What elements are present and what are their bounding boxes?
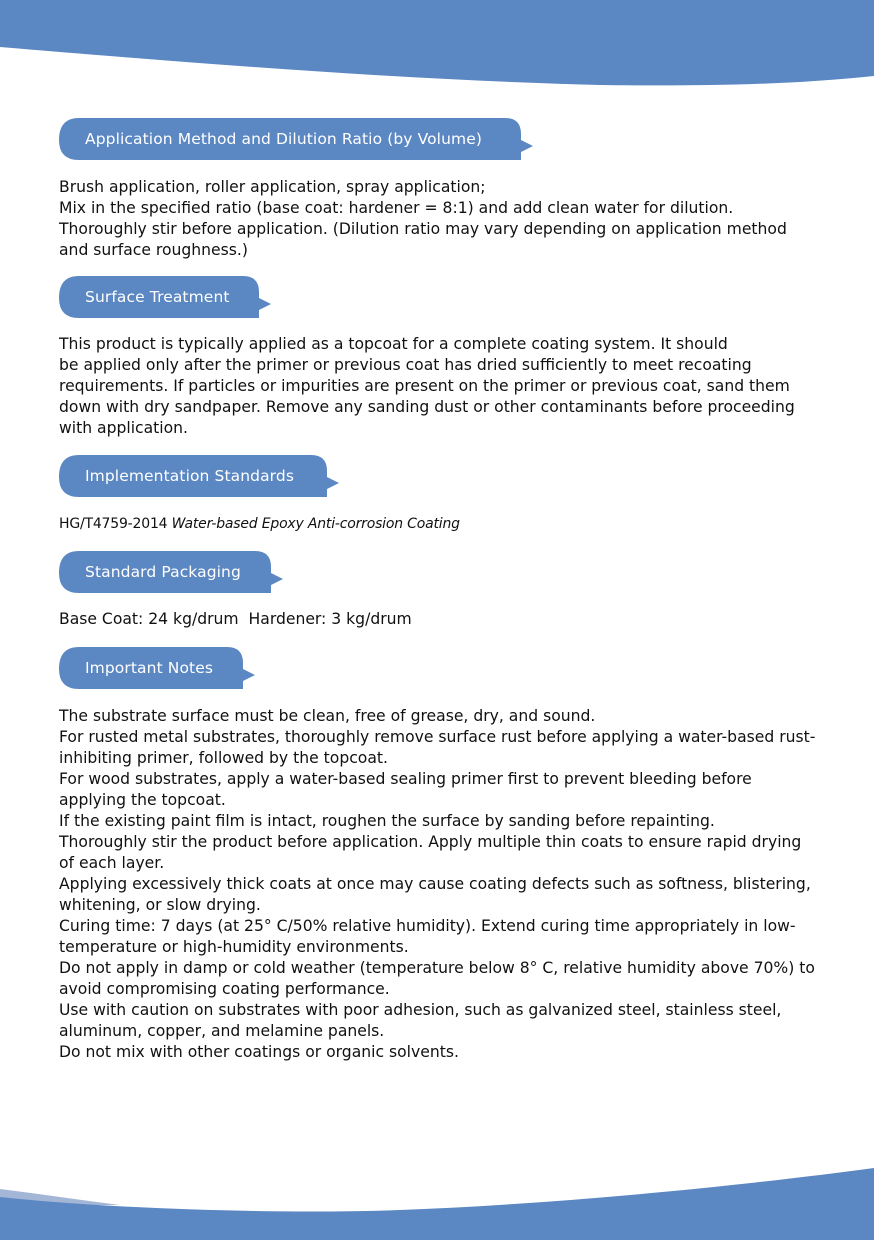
standard-packaging-text [59,609,819,630]
header-wave-decoration [0,0,874,90]
note-item: Thoroughly stir the product before application. Apply multiple thin coats to ensure rapid drying of each layer. [59,833,802,872]
note-item: Use with caution on substrates with poor adhesion, such as galvanized steel, stainless steel, aluminum, copper, and melamine panels. [59,1001,782,1040]
application-method-text [59,177,819,261]
implementation-standard-text [59,514,819,535]
standard-code: HG/T4759-2014 [59,516,168,532]
note-item: For wood substrates, apply a water-based sealing primer first to prevent bleeding before applying the topcoat. [59,770,752,809]
note-item: Do not apply in damp or cold weather (temperature below 8° C, relative humidity above 70%) to avoid compromising coating performance. [59,959,815,998]
paragraph: Thoroughly stir before application. (Dilution ratio may vary depending on application method and surface roughness.) [59,220,787,259]
surface-treatment-text [59,334,819,439]
important-notes-text [59,706,819,1063]
hardener-packaging: Hardener: 3 kg/drum [248,610,412,628]
section-header-surface-treatment [59,276,273,318]
base-coat-packaging: Base Coat: 24 kg/drum [59,610,239,628]
note-item: Curing time: 7 days (at 25° C/50% relative humidity). Extend curing time appropriately in low-temperature or high-humidity environments. [59,917,796,956]
note-item: For rusted metal substrates, thoroughly remove surface rust before applying a water-based rust-inhibiting primer, followed by the topcoat. [59,728,816,767]
paragraph: Brush application, roller application, spray application; [59,178,486,196]
section-title: Implementation Standards [85,467,294,485]
paragraph: be applied only after the primer or previous coat has dried sufficiently to meet recoating requirements. If particles or impurities are present on the primer or previous coat, sand them down with dry sandpaper. Remove any sanding dust or other contaminants before proceeding with application. [59,356,795,437]
note-item: The substrate surface must be clean, free of grease, dry, and sound. [59,707,596,725]
section-title: Application Method and Dilution Ratio (by Volume) [85,130,482,148]
section-title: Important Notes [85,659,214,677]
section-header-standard-packaging [59,551,285,593]
note-item: If the existing paint film is intact, roughen the surface by sanding before repainting. [59,812,715,830]
paragraph: Mix in the specified ratio (base coat: hardener = 8:1) and add clean water for dilution. [59,199,734,217]
paragraph: This product is typically applied as a topcoat for a complete coating system. It should [59,335,728,353]
section-header-implementation-standards [59,455,341,497]
section-title: Surface Treatment [85,288,230,306]
section-title: Standard Packaging [85,563,241,581]
note-item: Applying excessively thick coats at once may cause coating defects such as softness, blistering, whitening, or slow drying. [59,875,811,914]
footer-wave-decoration [0,1160,874,1240]
note-item: Do not mix with other coatings or organic solvents. [59,1043,459,1061]
standard-title: Water-based Epoxy Anti-corrosion Coating [171,516,460,532]
section-header-important-notes [59,647,257,689]
section-header-application-method [59,118,535,160]
